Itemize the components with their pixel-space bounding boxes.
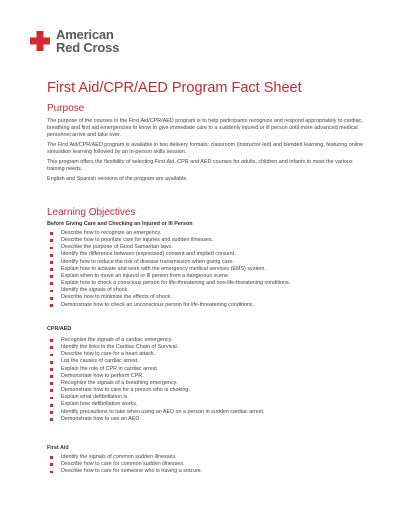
list-item: Describe how to care for a heart attack. — [47, 351, 264, 358]
list-item: Identify the signals of common sudden illnesses. — [47, 454, 202, 461]
list-item: Describe how to prioritize care for injuries and sudden illnesses. — [47, 237, 290, 244]
list-item: Identify how to reduce the risk of disease transmission when giving care. — [47, 259, 290, 266]
list-item: Identify the links in the Cardiac Chain of Survival. — [47, 344, 264, 351]
red-cross-logo — [30, 28, 119, 54]
list-item: List the causes of cardiac arrest. — [47, 358, 264, 365]
list-item: Explain how to check a conscious person for life-threatening and non-life-threatening conditions. — [47, 280, 290, 287]
list-item: Recognize the signals of a cardiac emergency. — [47, 337, 264, 344]
list-item: Explain what defibrillation is. — [47, 394, 264, 401]
group-title-first-aid: First Aid — [47, 445, 69, 451]
list-item: Identify the signals of shock. — [47, 287, 290, 294]
list-item: Describe how to minimize the effects of shock. — [47, 294, 290, 301]
purpose-body — [47, 118, 367, 185]
list-item: Describe how to recognize an emergency. — [47, 230, 290, 237]
list-item: Identify precautions to take when using an AED on a person in sudden cardiac arrest. — [47, 409, 264, 416]
purpose-paragraph: This program offers the flexibility of selecting First Aid, CPR and AED courses for adults, children and infants to meet the various training needs. — [47, 158, 353, 172]
list-item: Explain how defibrillation works. — [47, 401, 264, 408]
objectives-heading: Learning Objectives — [47, 207, 136, 218]
brand-name — [56, 28, 119, 54]
group-title-before-care: Before Giving Care and Checking an Injured or Ill Person — [47, 221, 193, 227]
objectives-list-cpr-aed — [47, 337, 264, 423]
brand-line-1: American — [56, 27, 114, 42]
purpose-paragraph: The purpose of the courses in the First Aid/CPR/AED program is to help participants recognize and respond appropriately to cardiac, breathing and first aid emergencies to know to give immediate care to a suddenly injured or ill person until more advanced medical personnel arrive and take over. — [47, 118, 363, 139]
objectives-list-before-care — [47, 230, 290, 309]
red-cross-icon — [30, 31, 50, 51]
list-item: Demonstrate how to check an unconscious person for life-threatening conditions. — [47, 302, 290, 309]
list-item: Demonstrate how to perform CPR. — [47, 373, 264, 380]
purpose-paragraph: English and Spanish versions of the program are available. — [47, 175, 188, 182]
list-item: Describe the purpose of Good Samaritan laws. — [47, 244, 290, 251]
list-item: Explain when to move an injured or ill person from a dangerous scene. — [47, 273, 290, 280]
list-item: Explain how to activate and work with the emergency medical services (EMS) system. — [47, 266, 290, 273]
list-item: Demonstrate how to use an AED. — [47, 416, 264, 423]
purpose-paragraph: The First Aid/CPR/AED program is available in two delivery formats: classroom (instructor-led) and blended learning, featuring online simulation learning followed by an in-person skills session. — [47, 142, 364, 156]
list-item: Identify the difference between (expressed) consent and implied consent. — [47, 251, 290, 258]
group-title-cpr-aed: CPR/AED — [47, 326, 72, 332]
objectives-list-first-aid — [47, 454, 202, 475]
list-item: Explain the role of CPR in cardiac arrest. — [47, 366, 264, 373]
page-title: First Aid/CPR/AED Program Fact Sheet — [47, 80, 302, 96]
list-item: Recognize the signals of a breathing emergency. — [47, 380, 264, 387]
list-item: Demonstrate how to care for a person who is choking. — [47, 387, 264, 394]
list-item: Describe how to care for someone who is having a seizure. — [47, 468, 202, 475]
brand-line-2: Red Cross — [56, 40, 120, 55]
list-item: Describe how to care for common sudden illnesses. — [47, 461, 202, 468]
purpose-heading: Purpose — [47, 103, 85, 114]
